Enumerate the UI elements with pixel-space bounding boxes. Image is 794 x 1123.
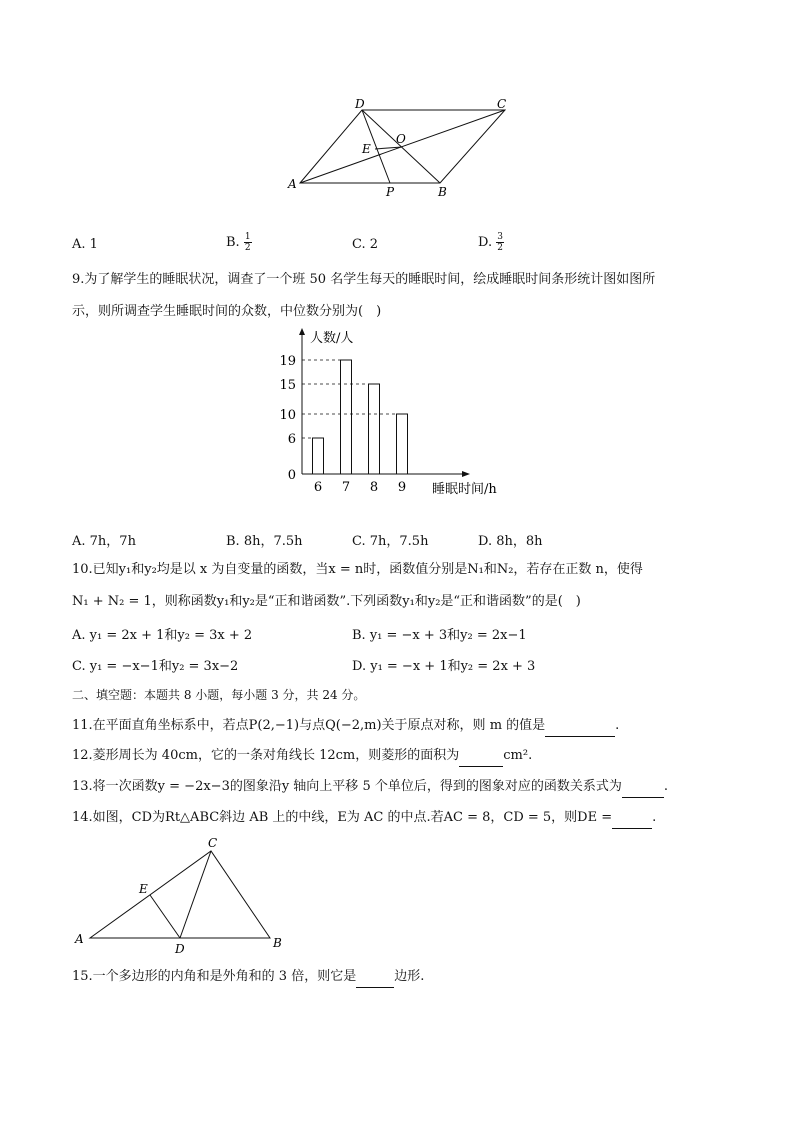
- fig14-label-a: A: [75, 932, 84, 946]
- chart-bar: [397, 414, 408, 474]
- q9-option-c: C. 7h，7.5h: [352, 534, 429, 549]
- median-cd: [180, 851, 211, 938]
- right-triangle-figure: [70, 835, 300, 960]
- chart-x-tick-label: 8: [369, 480, 379, 495]
- q8-option-d-fraction: [496, 232, 504, 253]
- triangle-abc: [90, 851, 270, 938]
- q10-option-d: D. y₁ = −x + 1和y₂ = 2x + 3: [352, 659, 536, 674]
- q10-line1: 10.已知y₁和y₂均是以 x 为自变量的函数，当x = n时，函数值分别是N₁和N₂，若存在正数 n，使得: [72, 562, 643, 577]
- q8-option-b: [226, 232, 252, 253]
- q9-option-b: B. 8h，7.5h: [226, 534, 303, 549]
- fig8-label-a: A: [288, 177, 297, 191]
- chart-bar: [369, 384, 380, 474]
- q8-option-c: C. 2: [352, 237, 379, 252]
- q15-answer-blank[interactable]: [356, 967, 394, 988]
- q14: [72, 808, 656, 829]
- q15: [72, 967, 424, 988]
- q12-tail: cm².: [503, 748, 533, 763]
- q15-tail: 边形.: [394, 969, 425, 984]
- q9-line1: 9.为了解学生的睡眠状况，调查了一个班 50 名学生每天的睡眠时间，绘成睡眠时间条形统计图如图所: [72, 272, 656, 287]
- chart-y-tick-label: 0: [287, 468, 296, 483]
- fig8-label-o: O: [396, 132, 406, 146]
- fig8-label-d: D: [355, 97, 365, 111]
- q8-option-a: A. 1: [72, 237, 98, 252]
- q14-answer-blank[interactable]: [612, 808, 652, 829]
- chart-bar: [313, 438, 324, 474]
- chart-y-tick-label: 19: [279, 354, 296, 369]
- q9-option-a: A. 7h，7h: [72, 534, 136, 549]
- q10-option-b: B. y₁ = −x + 3和y₂ = 2x−1: [352, 628, 527, 643]
- q12-answer-blank[interactable]: [459, 746, 503, 767]
- fig14-label-c: C: [208, 836, 218, 850]
- chart-y-tick-label: 6: [287, 432, 296, 447]
- q8-option-d-prefix: D.: [478, 235, 493, 250]
- q11-tail: .: [615, 718, 620, 733]
- fraction-denominator: 2: [244, 243, 251, 253]
- q8-option-b-prefix: B.: [226, 235, 240, 250]
- fig8-label-p: P: [386, 185, 395, 199]
- q10-option-c: C. y₁ = −x−1和y₂ = 3x−2: [72, 659, 239, 674]
- q15-text: 15.一个多边形的内角和是外角和的 3 倍，则它是: [72, 969, 357, 984]
- fig8-label-b: B: [438, 185, 447, 199]
- chart-ylabel: 人数/人: [310, 331, 354, 346]
- fig8-label-c: C: [497, 97, 507, 111]
- chart-x-tick-label: 7: [341, 480, 351, 495]
- sleep-time-bar-chart: [270, 325, 520, 500]
- q11-text: 11.在平面直角坐标系中，若点P(2,−1)与点Q(−2,m)关于原点对称，则 m 的值是: [72, 718, 546, 733]
- q10-option-a: A. y₁ = 2x + 1和y₂ = 3x + 2: [72, 628, 253, 643]
- q12: [72, 746, 532, 767]
- q13-text: 13.将一次函数y = −2x−3的图象沿y 轴向上平移 5 个单位后，得到的图象对应的函数关系式为: [72, 779, 622, 794]
- chart-y-tick-label: 15: [279, 378, 296, 393]
- q9-option-d: D. 8h，8h: [478, 534, 543, 549]
- q14-text: 14.如图，CD为Rt△ABC斜边 AB 上的中线，E为 AC 的中点.若AC = 8，CD = 5，则DE =: [72, 810, 613, 825]
- fig14-label-e: E: [139, 882, 148, 896]
- section-heading: 二、填空题：本题共 8 小题，每小题 3 分，共 24 分。: [72, 688, 366, 702]
- parallelogram-figure: [280, 95, 520, 205]
- q8-option-b-fraction: [244, 232, 252, 253]
- chart-y-axis-arrow: [299, 328, 305, 335]
- chart-x-tick-label: 9: [397, 480, 407, 495]
- q8-option-d: [478, 232, 504, 253]
- q11-answer-blank[interactable]: [545, 716, 615, 737]
- fig14-label-d: D: [175, 942, 185, 956]
- q13-answer-blank[interactable]: [622, 777, 664, 798]
- chart-y-tick-label: 10: [279, 408, 296, 423]
- chart-x-tick-label: 6: [313, 480, 323, 495]
- q12-text: 12.菱形周长为 40cm，它的一条对角线长 12cm，则菱形的面积为: [72, 748, 460, 763]
- q13: [72, 777, 668, 798]
- q14-tail: .: [652, 810, 657, 825]
- chart-bar: [341, 360, 352, 474]
- fraction-denominator: 2: [497, 243, 503, 253]
- q10-line2: N₁ + N₂ = 1，则称函数y₁和y₂是“正和谐函数”.下列函数y₁和y₂是“正和谐函数”的是( ): [72, 594, 581, 609]
- chart-xlabel: 睡眠时间/h: [432, 482, 497, 497]
- fig8-label-e: E: [362, 142, 371, 156]
- diagonal-bd: [362, 110, 440, 183]
- segment-de: [150, 895, 180, 938]
- fraction-numerator: 3: [497, 232, 503, 242]
- chart-x-axis-arrow: [462, 471, 470, 477]
- fig14-label-b: B: [273, 936, 282, 950]
- q9-line2: 示，则所调查学生睡眠时间的众数，中位数分别为( ): [72, 304, 382, 319]
- q13-tail: .: [663, 779, 668, 794]
- fraction-numerator: 1: [244, 232, 251, 242]
- q11: [72, 716, 619, 737]
